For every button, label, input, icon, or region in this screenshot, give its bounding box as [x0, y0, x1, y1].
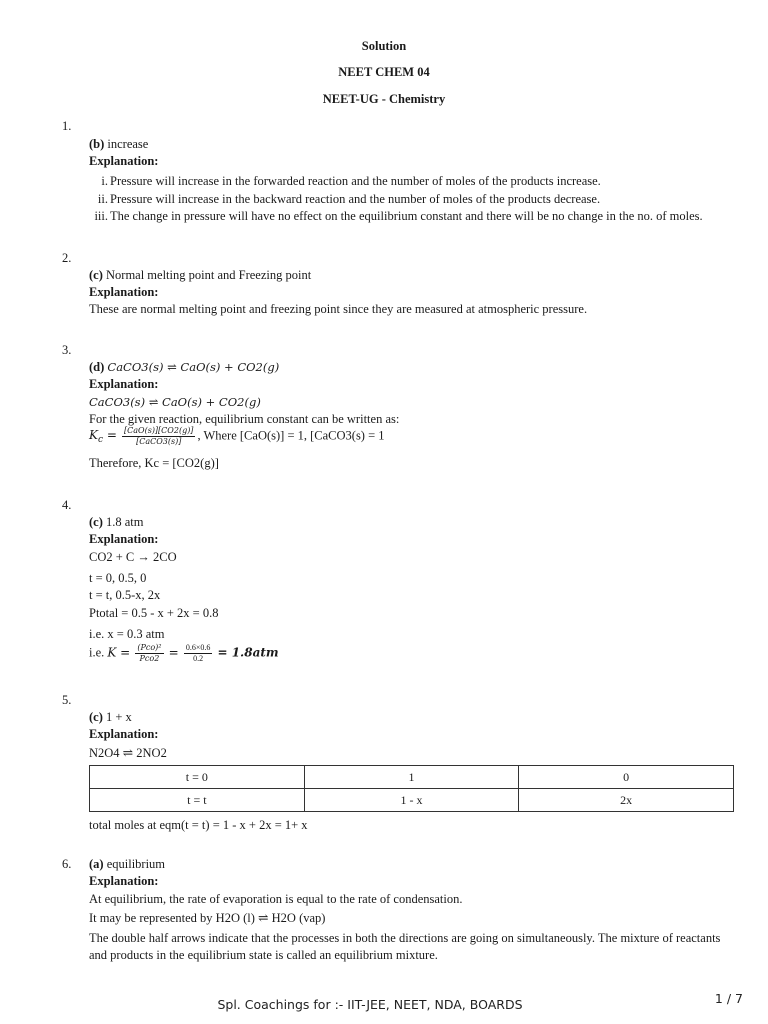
- explanation-label: Explanation:: [89, 285, 159, 299]
- question-number: 2.: [62, 251, 72, 265]
- explanation-text: These are normal melting point and freezing point since they are measured at atmospheric pressure.: [89, 302, 588, 316]
- k-denominator: Pco2: [139, 654, 160, 663]
- table-cell: 1 - x: [304, 789, 519, 812]
- list-item-text: The change in pressure will have no effect on the equilibrium constant and there will be no change in the no. of moles.: [110, 209, 703, 223]
- list-marker: ii.: [97, 192, 108, 206]
- explanation-label: Explanation:: [89, 154, 159, 168]
- equilibrium-table: [89, 765, 734, 812]
- explanation-text: Ptotal = 0.5 - x + 2x = 0.8: [89, 606, 219, 620]
- calc-fraction: [184, 643, 213, 664]
- kc-expression: $K_c$ = $\frac{\text{[CaO(s)][CO2(g)]}}{\text{[CaCO3(s)]}}$ , Where [CaO(s)] = 1, [CaCO3(s) = 1: [89, 426, 385, 446]
- kc-numerator: [CaO(s)][CO2(g)]: [124, 426, 194, 435]
- answer-text: Normal melting point and Freezing point: [106, 268, 312, 282]
- list-marker: iii.: [94, 209, 108, 223]
- explanation-text: t = 0, 0.5, 0: [89, 571, 147, 585]
- list-item: [89, 174, 601, 189]
- answer-option: (c): [89, 515, 103, 529]
- answer-option: (c): [89, 710, 103, 724]
- list-item: [89, 209, 703, 224]
- answer-option: (d): [89, 360, 105, 374]
- question-number: 5.: [62, 693, 72, 707]
- k-prefix: i.e.: [89, 645, 105, 660]
- table-cell: t = t: [90, 789, 305, 812]
- answer-line: [89, 360, 279, 375]
- answer-text: 1 + x: [106, 710, 132, 724]
- answer-line: [89, 137, 148, 152]
- explanation-text: Therefore, Kc = [CO2(g)]: [89, 456, 219, 470]
- reaction-equation: N2O4 ⇌ 2NO2: [89, 746, 167, 760]
- subject-title: NEET-UG - Chemistry: [322, 92, 446, 106]
- answer-text: equilibrium: [106, 857, 166, 871]
- answer-text: 1.8 atm: [106, 515, 144, 529]
- explanation-text: total moles at eqm(t = t) = 1 - x + 2x = 1+ x: [89, 818, 308, 832]
- table-cell: 0: [519, 766, 734, 789]
- list-item: [89, 192, 600, 207]
- explanation-text: At equilibrium, the rate of evaporation is equal to the rate of condensation.: [89, 892, 463, 906]
- explanation-label: Explanation:: [89, 727, 159, 741]
- paper-code: NEET CHEM 04: [338, 65, 430, 79]
- k-result: = 1.8atm: [217, 645, 279, 660]
- explanation-text: and products in the equilibrium state is called an equilibrium mixture.: [89, 948, 438, 962]
- document-title: Solution: [361, 39, 407, 53]
- kc-denominator: [CaCO3(s)]: [136, 437, 182, 446]
- explanation-text: t = t, 0.5-x, 2x: [89, 588, 161, 602]
- answer-option: (a): [89, 857, 104, 871]
- answer-equation: CaCO3(s) ⇌ CaO(s) + CO2(g): [107, 360, 280, 374]
- question-number: 1.: [62, 119, 72, 133]
- list-marker: i.: [101, 174, 108, 188]
- explanation-text: For the given reaction, equilibrium constant can be written as:: [89, 412, 400, 426]
- answer-line: [89, 857, 165, 872]
- explanation-label: Explanation:: [89, 532, 159, 546]
- table-cell: t = 0: [90, 766, 305, 789]
- explanation-label: Explanation:: [89, 874, 159, 888]
- answer-line: [89, 710, 132, 725]
- reaction-equation: CaCO3(s) ⇌ CaO(s) + CO2(g): [89, 395, 261, 409]
- table-row: [90, 789, 734, 812]
- kc-fraction: [122, 426, 195, 447]
- reaction-equation: CO2 + C → 2CO: [89, 550, 177, 564]
- explanation-text: It may be represented by H2O (l) ⇌ H2O (vap): [89, 911, 326, 925]
- list-item-text: Pressure will increase in the backward reaction and the number of moles of the products decrease.: [110, 192, 601, 206]
- answer-line: [89, 268, 311, 283]
- table-cell: 2x: [519, 789, 734, 812]
- answer-text: increase: [107, 137, 149, 151]
- explanation-label: Explanation:: [89, 377, 159, 391]
- answer-option: (b): [89, 137, 105, 151]
- calc-numerator: 0.6×0.6: [185, 643, 211, 652]
- list-item-text: Pressure will increase in the forwarded reaction and the number of moles of the products increase.: [110, 174, 601, 188]
- question-number: 4.: [62, 498, 72, 512]
- answer-option: (c): [89, 268, 103, 282]
- k-numerator: (Pco)²: [137, 643, 162, 652]
- explanation-text: i.e. x = 0.3 atm: [89, 627, 165, 641]
- kc-where-text: , Where [CaO(s)] = 1, [CaCO3(s) = 1: [197, 428, 385, 443]
- footer-tagline: Spl. Coachings for :- IIT-JEE, NEET, NDA, BOARDS: [217, 997, 523, 1012]
- table-row: [90, 766, 734, 789]
- k-expression: i.e. K = $\frac{\text{(Pco)²}}{\text{Pco2}}$ = $\frac{0.6\times 0.6}{0.2}$ = 1.8atm: [89, 643, 279, 663]
- answer-line: [89, 515, 144, 530]
- question-number: 6.: [62, 857, 72, 871]
- explanation-text: The double half arrows indicate that the processes in both the directions are going on simultaneously. The mixture of reactants: [89, 931, 721, 945]
- k-fraction: [135, 643, 163, 664]
- page-number: 1 / 7: [714, 991, 743, 1006]
- calc-denominator: 0.2: [193, 654, 204, 663]
- table-cell: 1: [304, 766, 519, 789]
- question-number: 3.: [62, 343, 72, 357]
